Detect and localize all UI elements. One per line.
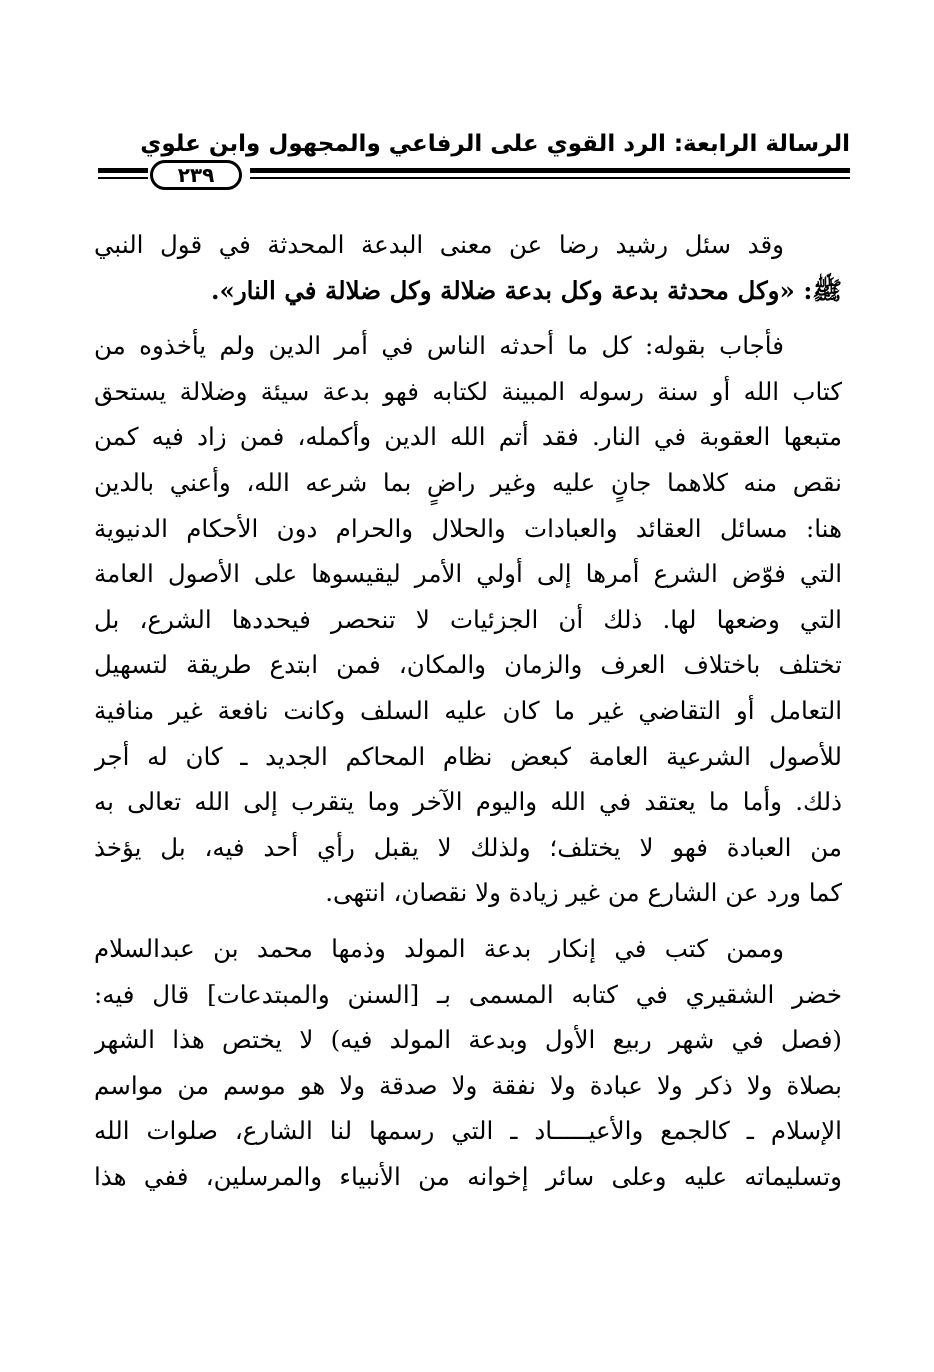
- text-line: بصلاة ولا ذكر ولا عبادة ولا نفقة ولا صدقة ولا هو موسم من مواسم: [94, 1070, 842, 1100]
- text-line: وقد سئل رشيد رضا عن معنى البدعة المحدثة في قول النبي: [94, 230, 784, 259]
- text-line: كتاب الله أو سنة رسوله المبينة لكتابه فهو بدعة سيئة وضلالة يستحق: [94, 376, 842, 406]
- paragraph-gap: [94, 313, 842, 323]
- header-rule-thin-line: [250, 177, 850, 179]
- text-line: هنا: مسائل العقائد والعبادات والحلال والحرام دون الأحكام الدنيوية: [94, 513, 842, 543]
- text-line: وممن كتب في إنكار بدعة المولد وذمها محمد بن عبدالسلام: [94, 933, 784, 963]
- text-line: الإسلام ـ كالجمع والأعيـــــاد ـ التي رسمها لنا الشارع، صلوات الله: [94, 1116, 842, 1146]
- text-line: من العبادة فهو لا يختلف؛ ولذلك لا يقبل رأي أحد فيه، بل يؤخذ: [94, 832, 842, 862]
- text-line: للأصول الشرعية العامة كبعض نظام المحاكم الجديد ـ كان له أجر: [94, 741, 842, 771]
- header-rule-short-thin-line: [98, 177, 148, 179]
- text-line: وتسليماته عليه وعلى سائر إخوانه من الأنبياء والمرسلين، ففي هذا: [94, 1161, 842, 1191]
- running-header-title: الرسالة الرابعة: الرد القوي على الرفاعي والمجهول وابن علوي: [140, 131, 850, 157]
- text-line: متبعها العقوبة في النار. فقد أتم الله الدين وأكمله، فمن زاد فيه كمن: [94, 422, 842, 452]
- text-line-quote: ﷺ: «وكل محدثة بدعة وكل بدعة ضلالة وكل ضلالة في النار».: [211, 275, 842, 305]
- text-line: التي وضعها لها. ذلك أن الجزئيات لا تنحصر فيحددها الشرع، بل: [94, 604, 842, 634]
- text-line: (فصل في شهر ربيع الأول وبدعة المولد فيه) لا يختص هذا الشهر: [94, 1025, 842, 1055]
- header-rule-thick-line: [250, 168, 850, 173]
- text-line: كما ورد عن الشارع من غير زيادة ولا نقصان، انتهى.: [325, 878, 842, 908]
- header-rule: [98, 160, 850, 194]
- text-line: فأجاب بقوله: كل ما أحدثه الناس في أمر الدين ولم يأخذوه من: [94, 331, 784, 361]
- text-line: ذلك. وأما ما يعتقد في الله واليوم الآخر وما يتقرب إلى الله تعالى به: [94, 787, 842, 817]
- text-line: خضر الشقيري في كتابه المسمى بـ [السنن والمبتدعات] قال فيه:: [94, 979, 842, 1009]
- page-number: ٢٣٩: [150, 160, 242, 190]
- text-line: تختلف باختلاف العرف والزمان والمكان، فمن ابتدع طريقة لتسهيل: [94, 650, 842, 680]
- paragraph-gap: [94, 916, 842, 926]
- header-rule-short-thick-line: [98, 168, 148, 173]
- text-line: نقص منه كلاهما جانٍ عليه وغير راضٍ بما شرعه الله، وأعني بالدين: [94, 467, 842, 497]
- text-line: التي فوّض الشرع أمرها إلى أولي الأمر ليقيسوها على الأصول العامة: [94, 559, 842, 589]
- text-line: التعامل أو التقاضي غير ما كان عليه السلف وكانت نافعة غير منافية: [94, 695, 842, 725]
- body-text: [94, 222, 842, 1199]
